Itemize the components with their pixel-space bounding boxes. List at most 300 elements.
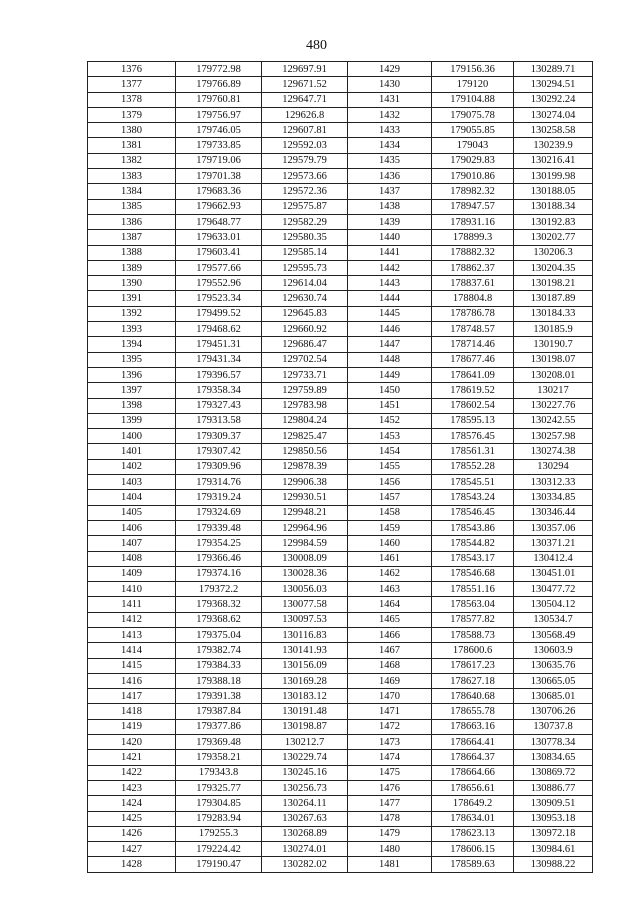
table-row	[88, 123, 593, 138]
point-number-cell: 1453	[348, 429, 432, 444]
x-coordinate-cell: 179633.01	[176, 230, 262, 245]
x-coordinate-cell: 178634.01	[432, 811, 514, 826]
x-coordinate-cell: 178600.6	[432, 643, 514, 658]
y-coordinate-cell: 130534.7	[514, 612, 593, 627]
point-number-cell: 1380	[88, 123, 176, 138]
x-coordinate-cell: 178577.82	[432, 612, 514, 627]
x-coordinate-cell: 179733.85	[176, 138, 262, 153]
point-number-cell: 1440	[348, 230, 432, 245]
table-row	[88, 612, 593, 627]
x-coordinate-cell: 178664.41	[432, 735, 514, 750]
point-number-cell: 1410	[88, 582, 176, 597]
x-coordinate-cell: 179375.04	[176, 627, 262, 642]
x-coordinate-cell: 178543.86	[432, 520, 514, 535]
x-coordinate-cell: 178663.16	[432, 719, 514, 734]
point-number-cell: 1388	[88, 245, 176, 260]
x-coordinate-cell: 179190.47	[176, 857, 262, 872]
table-row	[88, 658, 593, 673]
table-row	[88, 643, 593, 658]
y-coordinate-cell: 129607.81	[262, 123, 348, 138]
x-coordinate-cell: 179343.8	[176, 765, 262, 780]
point-number-cell: 1413	[88, 627, 176, 642]
y-coordinate-cell: 130216.41	[514, 153, 593, 168]
x-coordinate-cell: 178617.23	[432, 658, 514, 673]
x-coordinate-cell: 178563.04	[432, 597, 514, 612]
table-row	[88, 413, 593, 428]
y-coordinate-cell: 129647.71	[262, 92, 348, 107]
point-number-cell: 1466	[348, 627, 432, 642]
table-row	[88, 92, 593, 107]
table-row	[88, 826, 593, 841]
point-number-cell: 1379	[88, 107, 176, 122]
page-number: 480	[306, 38, 327, 53]
x-coordinate-cell: 179156.36	[432, 62, 514, 77]
x-coordinate-cell: 179224.42	[176, 842, 262, 857]
coordinates-table-body	[88, 62, 593, 873]
y-coordinate-cell: 129592.03	[262, 138, 348, 153]
x-coordinate-cell: 179719.06	[176, 153, 262, 168]
y-coordinate-cell: 130208.01	[514, 367, 593, 382]
x-coordinate-cell: 178837.61	[432, 276, 514, 291]
point-number-cell: 1392	[88, 306, 176, 321]
x-coordinate-cell: 178664.66	[432, 765, 514, 780]
point-number-cell: 1422	[88, 765, 176, 780]
y-coordinate-cell: 129614.04	[262, 276, 348, 291]
point-number-cell: 1465	[348, 612, 432, 627]
x-coordinate-cell: 178947.57	[432, 199, 514, 214]
point-number-cell: 1418	[88, 704, 176, 719]
y-coordinate-cell: 130141.93	[262, 643, 348, 658]
y-coordinate-cell: 130116.83	[262, 627, 348, 642]
x-coordinate-cell: 179366.46	[176, 551, 262, 566]
x-coordinate-cell: 179324.69	[176, 505, 262, 520]
table-row	[88, 551, 593, 566]
point-number-cell: 1473	[348, 735, 432, 750]
x-coordinate-cell: 178804.8	[432, 291, 514, 306]
x-coordinate-cell: 179368.32	[176, 597, 262, 612]
x-coordinate-cell: 179760.81	[176, 92, 262, 107]
y-coordinate-cell: 130268.89	[262, 826, 348, 841]
y-coordinate-cell: 130008.09	[262, 551, 348, 566]
point-number-cell: 1457	[348, 490, 432, 505]
table-row	[88, 536, 593, 551]
x-coordinate-cell: 179603.41	[176, 245, 262, 260]
y-coordinate-cell: 129582.29	[262, 214, 348, 229]
point-number-cell: 1385	[88, 199, 176, 214]
point-number-cell: 1401	[88, 444, 176, 459]
x-coordinate-cell: 179772.98	[176, 62, 262, 77]
point-number-cell: 1480	[348, 842, 432, 857]
y-coordinate-cell: 130077.58	[262, 597, 348, 612]
table-row	[88, 490, 593, 505]
point-number-cell: 1472	[348, 719, 432, 734]
x-coordinate-cell: 179255.3	[176, 826, 262, 841]
table-row	[88, 444, 593, 459]
point-number-cell: 1393	[88, 322, 176, 337]
x-coordinate-cell: 179010.86	[432, 169, 514, 184]
table-row	[88, 505, 593, 520]
point-number-cell: 1426	[88, 826, 176, 841]
y-coordinate-cell: 129630.74	[262, 291, 348, 306]
y-coordinate-cell: 130274.04	[514, 107, 593, 122]
x-coordinate-cell: 178664.37	[432, 750, 514, 765]
x-coordinate-cell: 178545.51	[432, 475, 514, 490]
point-number-cell: 1468	[348, 658, 432, 673]
x-coordinate-cell: 179388.18	[176, 673, 262, 688]
point-number-cell: 1464	[348, 597, 432, 612]
point-number-cell: 1469	[348, 673, 432, 688]
x-coordinate-cell: 179523.34	[176, 291, 262, 306]
point-number-cell: 1377	[88, 77, 176, 92]
y-coordinate-cell: 129575.87	[262, 199, 348, 214]
y-coordinate-cell: 130257.98	[514, 429, 593, 444]
point-number-cell: 1409	[88, 566, 176, 581]
y-coordinate-cell: 130312.33	[514, 475, 593, 490]
x-coordinate-cell: 179055.85	[432, 123, 514, 138]
x-coordinate-cell: 178552.28	[432, 459, 514, 474]
x-coordinate-cell: 179746.05	[176, 123, 262, 138]
x-coordinate-cell: 178588.73	[432, 627, 514, 642]
point-number-cell: 1387	[88, 230, 176, 245]
point-number-cell: 1470	[348, 689, 432, 704]
x-coordinate-cell: 178589.63	[432, 857, 514, 872]
y-coordinate-cell: 130685.01	[514, 689, 593, 704]
x-coordinate-cell: 179766.89	[176, 77, 262, 92]
y-coordinate-cell: 130988.22	[514, 857, 593, 872]
point-number-cell: 1460	[348, 536, 432, 551]
y-coordinate-cell: 130256.73	[262, 780, 348, 795]
point-number-cell: 1438	[348, 199, 432, 214]
x-coordinate-cell: 179327.43	[176, 398, 262, 413]
x-coordinate-cell: 179358.21	[176, 750, 262, 765]
point-number-cell: 1424	[88, 796, 176, 811]
point-number-cell: 1467	[348, 643, 432, 658]
y-coordinate-cell: 130217	[514, 383, 593, 398]
point-number-cell: 1412	[88, 612, 176, 627]
table-row	[88, 138, 593, 153]
y-coordinate-cell: 130289.71	[514, 62, 593, 77]
x-coordinate-cell: 179382.74	[176, 643, 262, 658]
y-coordinate-cell: 130953.18	[514, 811, 593, 826]
x-coordinate-cell: 179309.96	[176, 459, 262, 474]
point-number-cell: 1395	[88, 352, 176, 367]
y-coordinate-cell: 129804.24	[262, 413, 348, 428]
x-coordinate-cell: 179577.66	[176, 260, 262, 275]
x-coordinate-cell: 178899.3	[432, 230, 514, 245]
point-number-cell: 1402	[88, 459, 176, 474]
table-row	[88, 765, 593, 780]
table-row	[88, 276, 593, 291]
y-coordinate-cell: 130239.9	[514, 138, 593, 153]
table-row	[88, 306, 593, 321]
point-number-cell: 1376	[88, 62, 176, 77]
x-coordinate-cell: 179499.52	[176, 306, 262, 321]
point-number-cell: 1405	[88, 505, 176, 520]
table-row	[88, 291, 593, 306]
point-number-cell: 1429	[348, 62, 432, 77]
point-number-cell: 1442	[348, 260, 432, 275]
point-number-cell: 1462	[348, 566, 432, 581]
point-number-cell: 1400	[88, 429, 176, 444]
x-coordinate-cell: 179075.78	[432, 107, 514, 122]
x-coordinate-cell: 178619.52	[432, 383, 514, 398]
y-coordinate-cell: 130294.51	[514, 77, 593, 92]
table-row	[88, 398, 593, 413]
y-coordinate-cell: 130188.34	[514, 199, 593, 214]
point-number-cell: 1479	[348, 826, 432, 841]
x-coordinate-cell: 178931.16	[432, 214, 514, 229]
y-coordinate-cell: 130184.33	[514, 306, 593, 321]
y-coordinate-cell: 129660.92	[262, 322, 348, 337]
y-coordinate-cell: 130869.72	[514, 765, 593, 780]
point-number-cell: 1420	[88, 735, 176, 750]
table-row	[88, 520, 593, 535]
y-coordinate-cell: 130191.48	[262, 704, 348, 719]
x-coordinate-cell: 178546.68	[432, 566, 514, 581]
x-coordinate-cell: 179756.97	[176, 107, 262, 122]
table-row	[88, 245, 593, 260]
table-row	[88, 429, 593, 444]
x-coordinate-cell: 179043	[432, 138, 514, 153]
point-number-cell: 1437	[348, 184, 432, 199]
point-number-cell: 1433	[348, 123, 432, 138]
point-number-cell: 1423	[88, 780, 176, 795]
x-coordinate-cell: 179396.57	[176, 367, 262, 382]
point-number-cell: 1449	[348, 367, 432, 382]
y-coordinate-cell: 130202.77	[514, 230, 593, 245]
x-coordinate-cell: 179354.25	[176, 536, 262, 551]
y-coordinate-cell: 130357.06	[514, 520, 593, 535]
x-coordinate-cell: 179372.2	[176, 582, 262, 597]
x-coordinate-cell: 179552.96	[176, 276, 262, 291]
x-coordinate-cell: 179384.33	[176, 658, 262, 673]
table-row	[88, 719, 593, 734]
point-number-cell: 1386	[88, 214, 176, 229]
x-coordinate-cell: 178595.13	[432, 413, 514, 428]
point-number-cell: 1455	[348, 459, 432, 474]
table-row	[88, 780, 593, 795]
point-number-cell: 1414	[88, 643, 176, 658]
point-number-cell: 1435	[348, 153, 432, 168]
table-row	[88, 230, 593, 245]
y-coordinate-cell: 129906.38	[262, 475, 348, 490]
point-number-cell: 1452	[348, 413, 432, 428]
table-row	[88, 842, 593, 857]
point-number-cell: 1381	[88, 138, 176, 153]
x-coordinate-cell: 179468.62	[176, 322, 262, 337]
x-coordinate-cell: 178576.45	[432, 429, 514, 444]
y-coordinate-cell: 130056.03	[262, 582, 348, 597]
table-row	[88, 811, 593, 826]
point-number-cell: 1411	[88, 597, 176, 612]
y-coordinate-cell: 129759.89	[262, 383, 348, 398]
point-number-cell: 1447	[348, 337, 432, 352]
point-number-cell: 1448	[348, 352, 432, 367]
x-coordinate-cell: 179325.77	[176, 780, 262, 795]
point-number-cell: 1390	[88, 276, 176, 291]
y-coordinate-cell: 130264.11	[262, 796, 348, 811]
y-coordinate-cell: 130227.76	[514, 398, 593, 413]
point-number-cell: 1416	[88, 673, 176, 688]
point-number-cell: 1476	[348, 780, 432, 795]
x-coordinate-cell: 178546.45	[432, 505, 514, 520]
y-coordinate-cell: 130909.51	[514, 796, 593, 811]
point-number-cell: 1477	[348, 796, 432, 811]
y-coordinate-cell: 130665.05	[514, 673, 593, 688]
point-number-cell: 1394	[88, 337, 176, 352]
table-row	[88, 322, 593, 337]
y-coordinate-cell: 129572.36	[262, 184, 348, 199]
y-coordinate-cell: 130198.21	[514, 276, 593, 291]
y-coordinate-cell: 130292.24	[514, 92, 593, 107]
point-number-cell: 1458	[348, 505, 432, 520]
y-coordinate-cell: 130169.28	[262, 673, 348, 688]
x-coordinate-cell: 178543.17	[432, 551, 514, 566]
x-coordinate-cell: 179662.93	[176, 199, 262, 214]
y-coordinate-cell: 130334.85	[514, 490, 593, 505]
table-row	[88, 459, 593, 474]
table-row	[88, 597, 593, 612]
y-coordinate-cell: 129626.8	[262, 107, 348, 122]
point-number-cell: 1461	[348, 551, 432, 566]
x-coordinate-cell: 179374.16	[176, 566, 262, 581]
x-coordinate-cell: 179368.62	[176, 612, 262, 627]
point-number-cell: 1383	[88, 169, 176, 184]
x-coordinate-cell: 179314.76	[176, 475, 262, 490]
x-coordinate-cell: 178786.78	[432, 306, 514, 321]
y-coordinate-cell: 130185.9	[514, 322, 593, 337]
y-coordinate-cell: 129686.47	[262, 337, 348, 352]
y-coordinate-cell: 130258.58	[514, 123, 593, 138]
y-coordinate-cell: 130187.89	[514, 291, 593, 306]
point-number-cell: 1421	[88, 750, 176, 765]
point-number-cell: 1397	[88, 383, 176, 398]
x-coordinate-cell: 179391.38	[176, 689, 262, 704]
y-coordinate-cell: 130282.02	[262, 857, 348, 872]
point-number-cell: 1427	[88, 842, 176, 857]
point-number-cell: 1396	[88, 367, 176, 382]
point-number-cell: 1415	[88, 658, 176, 673]
y-coordinate-cell: 129697.91	[262, 62, 348, 77]
y-coordinate-cell: 130198.07	[514, 352, 593, 367]
point-number-cell: 1456	[348, 475, 432, 490]
coordinates-table	[87, 61, 593, 873]
y-coordinate-cell: 130028.36	[262, 566, 348, 581]
table-row	[88, 689, 593, 704]
point-number-cell: 1408	[88, 551, 176, 566]
table-row	[88, 857, 593, 872]
y-coordinate-cell: 130886.77	[514, 780, 593, 795]
x-coordinate-cell: 178543.24	[432, 490, 514, 505]
point-number-cell: 1432	[348, 107, 432, 122]
y-coordinate-cell: 130097.53	[262, 612, 348, 627]
x-coordinate-cell: 179313.58	[176, 413, 262, 428]
x-coordinate-cell: 178748.57	[432, 322, 514, 337]
y-coordinate-cell: 130834.65	[514, 750, 593, 765]
y-coordinate-cell: 130156.09	[262, 658, 348, 673]
y-coordinate-cell: 129948.21	[262, 505, 348, 520]
point-number-cell: 1474	[348, 750, 432, 765]
y-coordinate-cell: 130706.26	[514, 704, 593, 719]
point-number-cell: 1407	[88, 536, 176, 551]
point-number-cell: 1419	[88, 719, 176, 734]
point-number-cell: 1451	[348, 398, 432, 413]
x-coordinate-cell: 179648.77	[176, 214, 262, 229]
x-coordinate-cell: 179369.48	[176, 735, 262, 750]
table-row	[88, 260, 593, 275]
table-row	[88, 199, 593, 214]
y-coordinate-cell: 129645.83	[262, 306, 348, 321]
table-row	[88, 475, 593, 490]
x-coordinate-cell: 178655.78	[432, 704, 514, 719]
table-row	[88, 627, 593, 642]
table-row	[88, 735, 593, 750]
y-coordinate-cell: 130242.55	[514, 413, 593, 428]
y-coordinate-cell: 129930.51	[262, 490, 348, 505]
table-row	[88, 704, 593, 719]
point-number-cell: 1399	[88, 413, 176, 428]
point-number-cell: 1446	[348, 322, 432, 337]
x-coordinate-cell: 179431.34	[176, 352, 262, 367]
y-coordinate-cell: 129580.35	[262, 230, 348, 245]
point-number-cell: 1389	[88, 260, 176, 275]
y-coordinate-cell: 130212.7	[262, 735, 348, 750]
y-coordinate-cell: 129671.52	[262, 77, 348, 92]
x-coordinate-cell: 179451.31	[176, 337, 262, 352]
point-number-cell: 1439	[348, 214, 432, 229]
point-number-cell: 1463	[348, 582, 432, 597]
y-coordinate-cell: 129579.79	[262, 153, 348, 168]
x-coordinate-cell: 179683.36	[176, 184, 262, 199]
x-coordinate-cell: 179377.86	[176, 719, 262, 734]
y-coordinate-cell: 130188.05	[514, 184, 593, 199]
point-number-cell: 1454	[348, 444, 432, 459]
x-coordinate-cell: 179339.48	[176, 520, 262, 535]
y-coordinate-cell: 129850.56	[262, 444, 348, 459]
x-coordinate-cell: 179120	[432, 77, 514, 92]
y-coordinate-cell: 130972.18	[514, 826, 593, 841]
y-coordinate-cell: 129984.59	[262, 536, 348, 551]
point-number-cell: 1428	[88, 857, 176, 872]
y-coordinate-cell: 129595.73	[262, 260, 348, 275]
y-coordinate-cell: 130984.61	[514, 842, 593, 857]
point-number-cell: 1436	[348, 169, 432, 184]
point-number-cell: 1450	[348, 383, 432, 398]
y-coordinate-cell: 129825.47	[262, 429, 348, 444]
x-coordinate-cell: 179304.85	[176, 796, 262, 811]
y-coordinate-cell: 130778.34	[514, 735, 593, 750]
y-coordinate-cell: 130204.35	[514, 260, 593, 275]
table-row	[88, 750, 593, 765]
table-row	[88, 566, 593, 581]
x-coordinate-cell: 178649.2	[432, 796, 514, 811]
x-coordinate-cell: 178602.54	[432, 398, 514, 413]
point-number-cell: 1459	[348, 520, 432, 535]
y-coordinate-cell: 130294	[514, 459, 593, 474]
x-coordinate-cell: 178640.68	[432, 689, 514, 704]
point-number-cell: 1425	[88, 811, 176, 826]
table-row	[88, 107, 593, 122]
y-coordinate-cell: 130737.8	[514, 719, 593, 734]
x-coordinate-cell: 179029.83	[432, 153, 514, 168]
y-coordinate-cell: 130274.01	[262, 842, 348, 857]
y-coordinate-cell: 129585.14	[262, 245, 348, 260]
x-coordinate-cell: 178544.82	[432, 536, 514, 551]
table-row	[88, 214, 593, 229]
table-row	[88, 169, 593, 184]
y-coordinate-cell: 130192.83	[514, 214, 593, 229]
y-coordinate-cell: 130190.7	[514, 337, 593, 352]
